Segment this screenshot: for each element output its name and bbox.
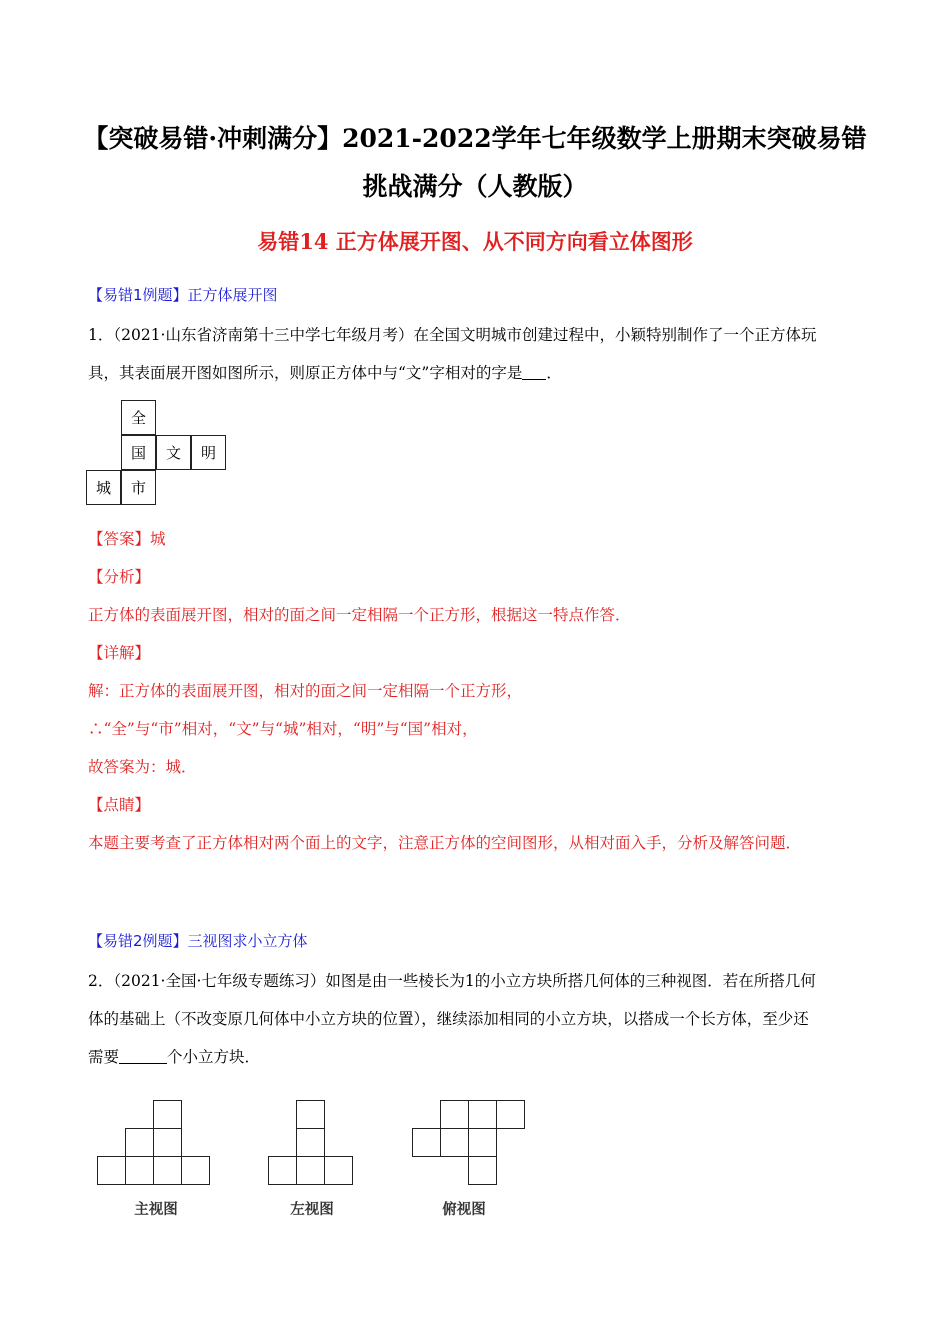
top-view-square [496, 1100, 525, 1129]
question-1-end: ． [546, 364, 562, 382]
section-2-label: 【易错2例题】三视图求小立方体 [88, 932, 308, 950]
front-view-label: 主视图 [134, 1202, 178, 1218]
front-view-square [153, 1128, 182, 1157]
question-1-text: 具，其表面展开图如图所示，则原正方体中与“文”字相对的字是 [88, 364, 523, 382]
comment-tag: 【点睛】 [88, 796, 151, 814]
top-view-square [440, 1100, 469, 1129]
net-face-wen: 文 [156, 435, 191, 470]
comment-text: 本题主要考查了正方体相对两个面上的文字，注意正方体的空间图形，从相对面入手，分析及解答问题． [88, 834, 802, 852]
left-view-square [296, 1156, 325, 1185]
detail-line-2: ∴“全”与“市”相对，“文”与“城”相对，“明”与“国”相对， [88, 720, 478, 738]
section-1-label: 【易错1例题】正方体展开图 [88, 286, 278, 304]
net-face-quan: 全 [121, 400, 156, 435]
net-face-shi: 市 [121, 470, 156, 505]
question-2-line-2: 体的基础上（不改变原几何体中小立方块的位置），继续添加相同的小立方块，以搭成一个长方体，至少还 [88, 1010, 809, 1028]
net-face-guo: 国 [121, 435, 156, 470]
front-view-square [181, 1156, 210, 1185]
front-view-square [125, 1156, 154, 1185]
answer-line [88, 528, 166, 550]
answer-tag: 【答案】 [88, 530, 151, 548]
top-view-square [440, 1128, 469, 1157]
question-2-line-1: 2．（2021·全国·七年级专题练习）如图是由一些棱长为1的小立方块所搭几何体的三种视图．若在所搭几何 [88, 972, 816, 990]
top-view-label: 俯视图 [442, 1202, 486, 1218]
detail-line-1: 解：正方体的表面展开图，相对的面之间一定相隔一个正方形， [88, 682, 523, 700]
page-subtitle: 易错14 正方体展开图、从不同方向看立体图形 [257, 229, 693, 254]
answer-value: 城 [150, 530, 166, 548]
front-view-square [97, 1156, 126, 1185]
front-view-square [125, 1128, 154, 1157]
answer-blank [522, 362, 546, 380]
top-view-square [412, 1128, 441, 1157]
detail-line-3: 故答案为：城． [88, 758, 197, 776]
analysis-tag: 【分析】 [88, 568, 151, 586]
top-view-square [468, 1100, 497, 1129]
detail-tag: 【详解】 [88, 644, 151, 662]
question-1-line-1: 1．（2021·山东省济南第十三中学七年级月考）在全国文明城市创建过程中，小颖特别制作了一个正方体玩 [88, 326, 817, 344]
question-1-line-2 [88, 362, 562, 384]
front-view-square [153, 1100, 182, 1129]
net-face-cheng: 城 [86, 470, 121, 505]
front-view-square [153, 1156, 182, 1185]
left-view-square [296, 1128, 325, 1157]
answer-blank-2 [119, 1046, 167, 1064]
page-title-line-1: 【突破易错·冲刺满分】2021-2022学年七年级数学上册期末突破易错 [83, 124, 867, 153]
analysis-text: 正方体的表面展开图，相对的面之间一定相隔一个正方形，根据这一特点作答． [88, 606, 631, 624]
top-view-square [468, 1156, 497, 1185]
question-2-text: 需要 [88, 1048, 120, 1066]
page-title-line-2: 挑战满分（人教版） [362, 172, 588, 201]
question-2-line-3 [88, 1046, 260, 1068]
left-view-square [296, 1100, 325, 1129]
left-view-square [324, 1156, 353, 1185]
left-view-square [268, 1156, 297, 1185]
net-face-ming: 明 [191, 435, 226, 470]
top-view-square [468, 1128, 497, 1157]
question-2-end: 个小立方块． [167, 1048, 261, 1066]
left-view-label: 左视图 [290, 1202, 334, 1218]
